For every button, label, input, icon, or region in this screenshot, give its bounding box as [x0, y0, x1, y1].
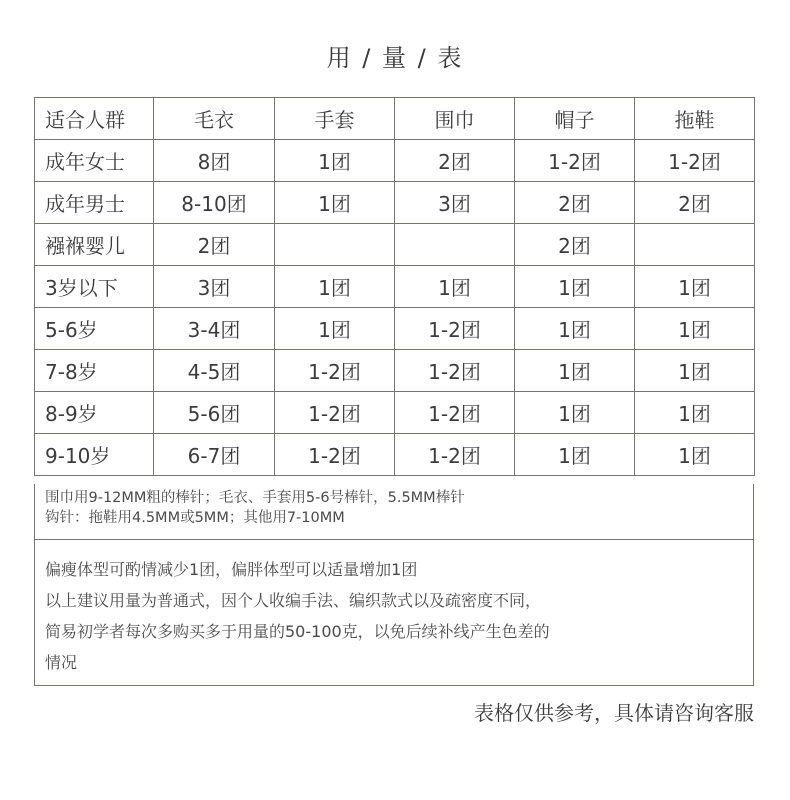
table-row [35, 224, 755, 266]
remark-line: 以上建议用量为普通式，因个人收编手法、编织款式以及疏密度不同， [45, 591, 542, 610]
table-cell [275, 224, 395, 266]
table-cell: 1团 [275, 266, 395, 308]
table-cell: 围巾 [395, 98, 515, 140]
row-label-cell: 成年女士 [35, 140, 154, 182]
table-cell: 2团 [154, 224, 275, 266]
table-cell: 1-2团 [275, 392, 395, 434]
table-cell: 1团 [515, 392, 635, 434]
table-cell: 1团 [635, 308, 755, 350]
table-cell: 1-2团 [395, 350, 515, 392]
row-label-cell: 5-6岁 [35, 308, 154, 350]
table-cell: 3-4团 [154, 308, 275, 350]
table-cell: 手套 [275, 98, 395, 140]
table-cell: 5-6团 [154, 392, 275, 434]
table-cell: 毛衣 [154, 98, 275, 140]
usage-remarks [34, 540, 754, 686]
table-cell: 1团 [395, 266, 515, 308]
table-cell: 8团 [154, 140, 275, 182]
remark-line: 情况 [45, 653, 78, 672]
footer-note: 表格仅供参考，具体请咨询客服 [474, 701, 754, 725]
table-cell: 1团 [275, 140, 395, 182]
table-cell: 2团 [395, 140, 515, 182]
table-cell: 1-2团 [395, 434, 515, 476]
table-cell: 6-7团 [154, 434, 275, 476]
table-row [35, 182, 755, 224]
table-cell: 3团 [395, 182, 515, 224]
row-label-cell: 成年男士 [35, 182, 154, 224]
table-header-row [35, 98, 755, 140]
table-cell: 帽子 [515, 98, 635, 140]
needle-note-line: 钩针：拖鞋用4.5MM或5MM；其他用7-10MM [45, 510, 345, 526]
table-row [35, 308, 755, 350]
table-cell: 2团 [515, 182, 635, 224]
row-label-cell: 3岁以下 [35, 266, 154, 308]
table-row [35, 350, 755, 392]
table-cell: 1团 [635, 392, 755, 434]
table-cell: 1-2团 [275, 434, 395, 476]
table-cell: 1-2团 [515, 140, 635, 182]
table-cell: 拖鞋 [635, 98, 755, 140]
table-cell: 1-2团 [395, 308, 515, 350]
row-label-cell: 襁褓婴儿 [35, 224, 154, 266]
table-cell: 1团 [515, 350, 635, 392]
table-row [35, 434, 755, 476]
table-cell: 1团 [635, 434, 755, 476]
row-label-cell: 9-10岁 [35, 434, 154, 476]
table-cell: 1团 [635, 266, 755, 308]
table-cell: 1团 [515, 266, 635, 308]
table-cell: 1团 [515, 308, 635, 350]
row-label-cell: 适合人群 [35, 98, 154, 140]
table-cell: 1-2团 [275, 350, 395, 392]
table-cell: 1团 [515, 434, 635, 476]
table-cell: 2团 [635, 182, 755, 224]
page-title: 用 / 量 / 表 [326, 44, 464, 72]
table-cell: 1团 [635, 350, 755, 392]
needle-notes [34, 484, 754, 540]
row-label-cell: 7-8岁 [35, 350, 154, 392]
usage-table [34, 97, 755, 476]
table-cell: 1团 [275, 308, 395, 350]
table-cell: 4-5团 [154, 350, 275, 392]
table-cell: 8-10团 [154, 182, 275, 224]
table-cell [395, 224, 515, 266]
remark-line: 偏瘦体型可酌情减少1团，偏胖体型可以适量增加1团 [45, 560, 418, 579]
table-cell: 1-2团 [395, 392, 515, 434]
table-cell: 3团 [154, 266, 275, 308]
needle-note-line: 围巾用9-12MM粗的棒针；毛衣、手套用5-6号棒针，5.5MM棒针 [45, 490, 465, 506]
table-cell: 1团 [275, 182, 395, 224]
table-cell: 1-2团 [635, 140, 755, 182]
remark-line: 简易初学者每次多购买多于用量的50-100克，以免后续补线产生色差的 [45, 622, 550, 641]
table-row [35, 140, 755, 182]
row-label-cell: 8-9岁 [35, 392, 154, 434]
table-cell [635, 224, 755, 266]
table-row [35, 266, 755, 308]
table-row [35, 392, 755, 434]
table-cell: 2团 [515, 224, 635, 266]
